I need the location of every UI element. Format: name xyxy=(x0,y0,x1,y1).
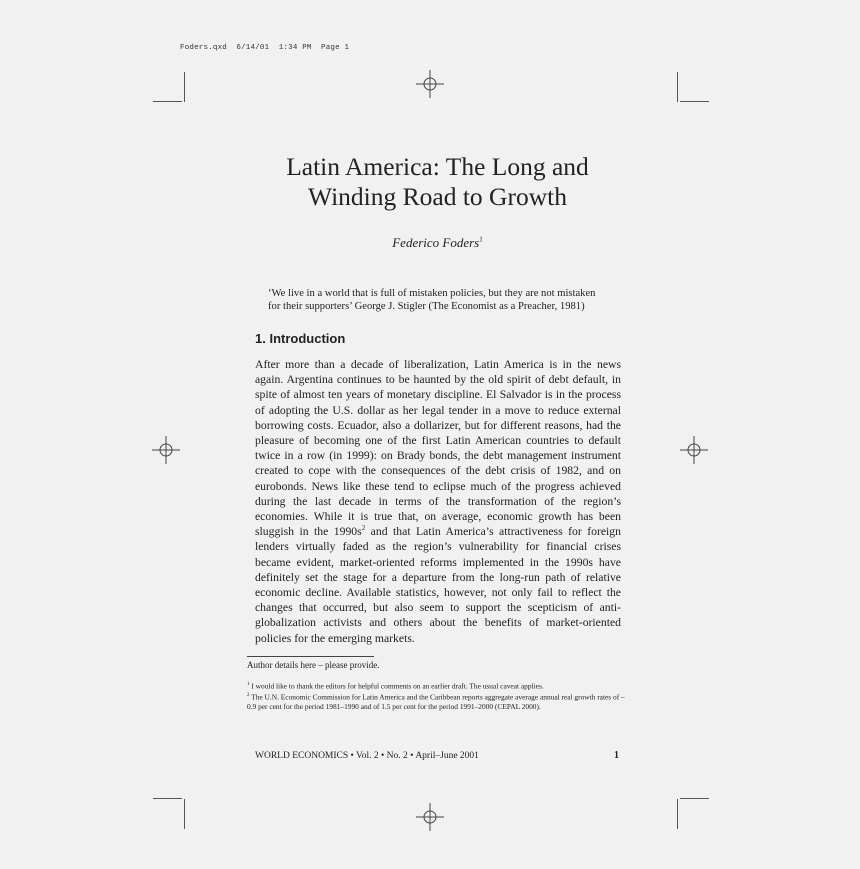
author-name: Federico Foders xyxy=(392,235,480,250)
journal-footer: WORLD ECONOMICS • Vol. 2 • No. 2 • April–June 2001 xyxy=(255,751,479,761)
footnote-2-number: 2 xyxy=(247,692,250,698)
footnote-ref-2: 2 xyxy=(361,524,366,533)
footnotes xyxy=(247,680,627,711)
title-line-1: Latin America: The Long and xyxy=(286,152,589,181)
epigraph-line-2: for their supporters’ George J. Stigler (The Economist as a Preacher, 1981) xyxy=(268,300,585,312)
epigraph-line-1: ‘We live in a world that is full of mistaken policies, but they are not mistaken xyxy=(268,288,596,299)
article-title xyxy=(200,152,675,212)
footnote-2 xyxy=(247,691,627,711)
footnote-1-number: 1 xyxy=(247,682,250,687)
crop-mark xyxy=(184,799,185,829)
body-paragraph xyxy=(255,357,621,646)
footnote-divider xyxy=(247,656,374,657)
author-byline xyxy=(200,235,675,251)
registration-mark-icon xyxy=(416,803,444,831)
crop-mark xyxy=(184,72,185,102)
crop-mark xyxy=(153,101,182,102)
crop-mark xyxy=(680,798,709,799)
registration-mark-icon xyxy=(680,436,708,464)
page-number: 1 xyxy=(614,750,619,761)
epigraph xyxy=(268,288,620,313)
body-text-part-2: and that Latin America’s attractiveness for foreign lenders virtually faded as the region’s vulnerability for financial crises became evident, market-oriented reforms implemented in the 1990s have definitely set the stage for a departure from the long-run path of relative economic decline. Available statistics, however, not only fail to reflect the changes that occurred, but also seem to support the scepticism of anti-globalization activists and others about the benefits of market-oriented policies for the emerging markets. xyxy=(255,525,621,645)
crop-mark xyxy=(153,798,182,799)
footnote-1 xyxy=(247,680,627,691)
author-footnote-ref: 1 xyxy=(479,235,483,244)
registration-mark-icon xyxy=(416,70,444,98)
crop-mark xyxy=(677,799,678,829)
crop-mark xyxy=(677,72,678,102)
crop-mark xyxy=(680,101,709,102)
section-heading: 1. Introduction xyxy=(255,331,346,346)
body-text-part-1: After more than a decade of liberalization, Latin America is in the news again. Argentina continues to be haunted by the old spirit of debt default, in spite of almost ten years of monetary discipline. El Salvador is in the process of adopting the U.S. dollar as her legal tender in a move to reduce external borrowing costs. Ecuador, also a dollarizer, but for different reasons, had the pleasure of becoming one of the first Latin American countries to default twice in a row (in 1999): on Brady bonds, the debt management instrument created to cope with the consequences of the debt crisis of 1982, and on eurobonds. News like these tend to eclipse much of the progress achieved during the last decade in terms of the transformation of the region’s economies. While it is true that, on average, economic growth has been sluggish in the 1990s xyxy=(255,358,621,539)
registration-mark-icon xyxy=(152,436,180,464)
title-line-2: Winding Road to Growth xyxy=(308,182,567,211)
author-note: Author details here – please provide. xyxy=(247,660,380,670)
printer-slug: Foders.qxd 6/14/01 1:34 PM Page 1 xyxy=(180,44,350,52)
footnote-1-text: I would like to thank the editors for helpful comments on an earlier draft. The usual caveat applies. xyxy=(249,681,544,691)
footnote-2-text: The U.N. Economic Commission for Latin America and the Caribbean reports aggregate average annual real growth rates of –0.9 per cent for the period 1981–1990 and of 1.5 per cent for the period 1991–2000 (CEPAL 2000). xyxy=(247,692,625,711)
